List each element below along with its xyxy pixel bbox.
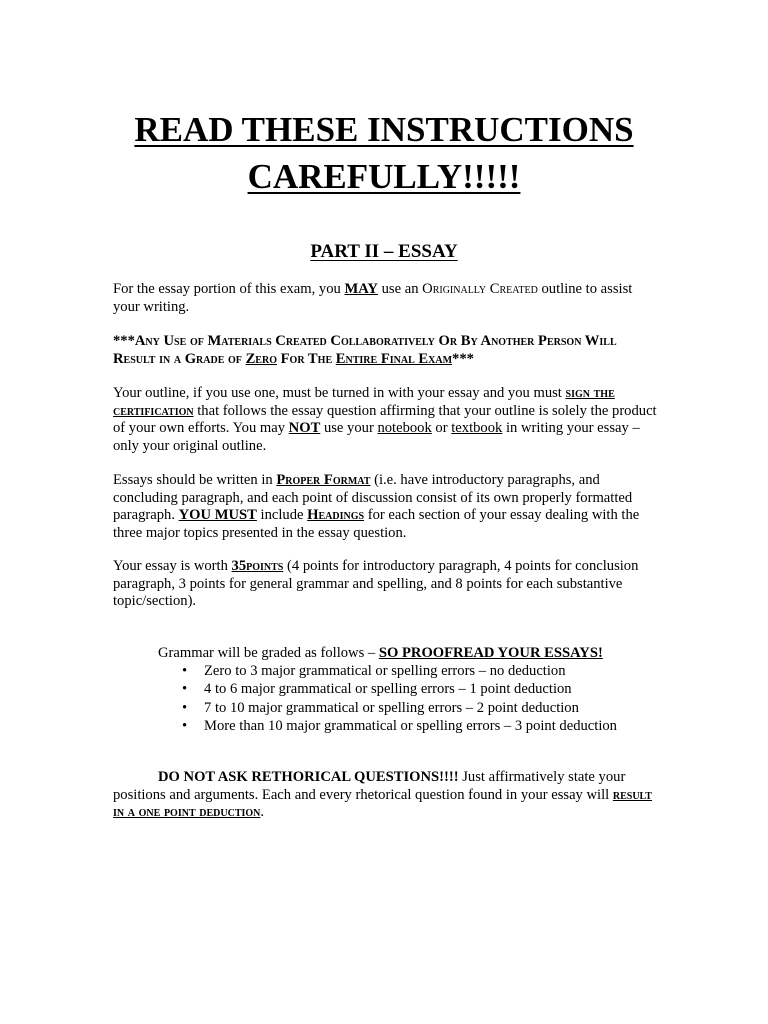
text: (i.e. have introductory paragraphs, and concluding paragraph, and each point of discussion consist of its own properly formatted paragraph. (113, 472, 633, 524)
bullet-icon: • (182, 717, 188, 734)
list-item-text: More than 10 major grammatical or spelling errors – 3 point deduction (204, 717, 617, 734)
paragraph-certification (113, 385, 658, 455)
list-item (182, 680, 617, 698)
emphasis-zero: Zero (245, 350, 277, 367)
text: in writing your essay – only your original outline. (113, 420, 640, 454)
page-title (0, 106, 768, 200)
list-item-text: 7 to 10 major grammatical or spelling errors – 2 point deduction (204, 699, 579, 716)
text: *** (452, 350, 474, 367)
list-item (182, 717, 617, 735)
text: Just affirmatively state your positions and arguments. Each and every rhetorical question found in your essay will (113, 769, 626, 803)
text: use your (320, 420, 378, 437)
text: outline to assist your writing. (113, 281, 633, 315)
emphasis-sign-certification: sign the certification (113, 385, 615, 419)
emphasis-35: 35 (231, 558, 247, 574)
section-heading-text: PART II – ESSAY (310, 241, 458, 262)
list-item (182, 662, 617, 680)
text: For the essay portion of this exam, you (113, 281, 345, 297)
text: for each section of your essay dealing with the three major topics presented in the essay question. (113, 507, 640, 541)
list-item-text: Zero to 3 major grammatical or spelling errors – no deduction (204, 663, 566, 679)
text: include (256, 507, 308, 524)
emphasis-notebook: notebook (377, 420, 432, 437)
text: For The (276, 350, 336, 367)
grading-intro (158, 644, 603, 662)
emphasis-textbook: textbook (451, 420, 503, 437)
emphasis-points: points (246, 558, 284, 574)
bullet-icon: • (182, 699, 188, 716)
grading-list (182, 662, 617, 735)
text: Your outline, if you use one, must be turned in with your essay and you must (113, 385, 566, 401)
bullet-icon: • (182, 681, 188, 698)
text: Essays should be written in (113, 472, 277, 488)
bullet-icon: • (182, 663, 188, 679)
list-item-text: 4 to 6 major grammatical or spelling errors – 1 point deduction (204, 681, 572, 698)
paragraph-rhetorical (113, 769, 658, 822)
text: use an (377, 281, 423, 297)
text: . (260, 804, 265, 821)
paragraph-points (113, 558, 658, 611)
text: (4 points for introductory paragraph, 4 points for conclusion paragraph, 3 points for general grammar and spelling, and 8 points for each substantive topic/section). (113, 558, 639, 610)
text: or (431, 420, 452, 437)
emphasis-you-must: YOU MUST (178, 507, 257, 524)
emphasis-one-point-deduction: result in a one point deduction (113, 786, 652, 821)
section-heading (0, 240, 768, 264)
emphasis-originally-created: Originally Created (422, 281, 538, 297)
text: that follows the essay question affirming that your outline is solely the product of your own efforts. You may (113, 402, 657, 437)
paragraph-outline-permission (113, 281, 658, 316)
emphasis-entire-final-exam: Entire Final Exam (335, 350, 453, 367)
list-item (182, 699, 617, 717)
emphasis-not: NOT (288, 420, 321, 437)
text: Grammar will be graded as follows – (158, 645, 379, 661)
paragraph-proper-format (113, 472, 658, 542)
text: ***Any Use of Materials Created Collaboratively Or By Another Person Will Result in a Grade of (113, 333, 617, 367)
title-line-1: READ THESE INSTRUCTIONS (134, 110, 634, 149)
emphasis-do-not-ask: DO NOT ASK RETHORICAL QUESTIONS!!!! (158, 769, 459, 785)
title-line-2: CAREFULLY!!!!! (247, 157, 521, 196)
emphasis-proper-format: Proper Format (276, 472, 371, 488)
emphasis-headings: Headings (307, 507, 365, 524)
emphasis-may: MAY (344, 281, 378, 297)
paragraph-collaboration-warning (113, 333, 658, 368)
text: Your essay is worth (113, 558, 232, 574)
emphasis-proofread: SO PROOFREAD YOUR ESSAYS! (378, 645, 603, 661)
